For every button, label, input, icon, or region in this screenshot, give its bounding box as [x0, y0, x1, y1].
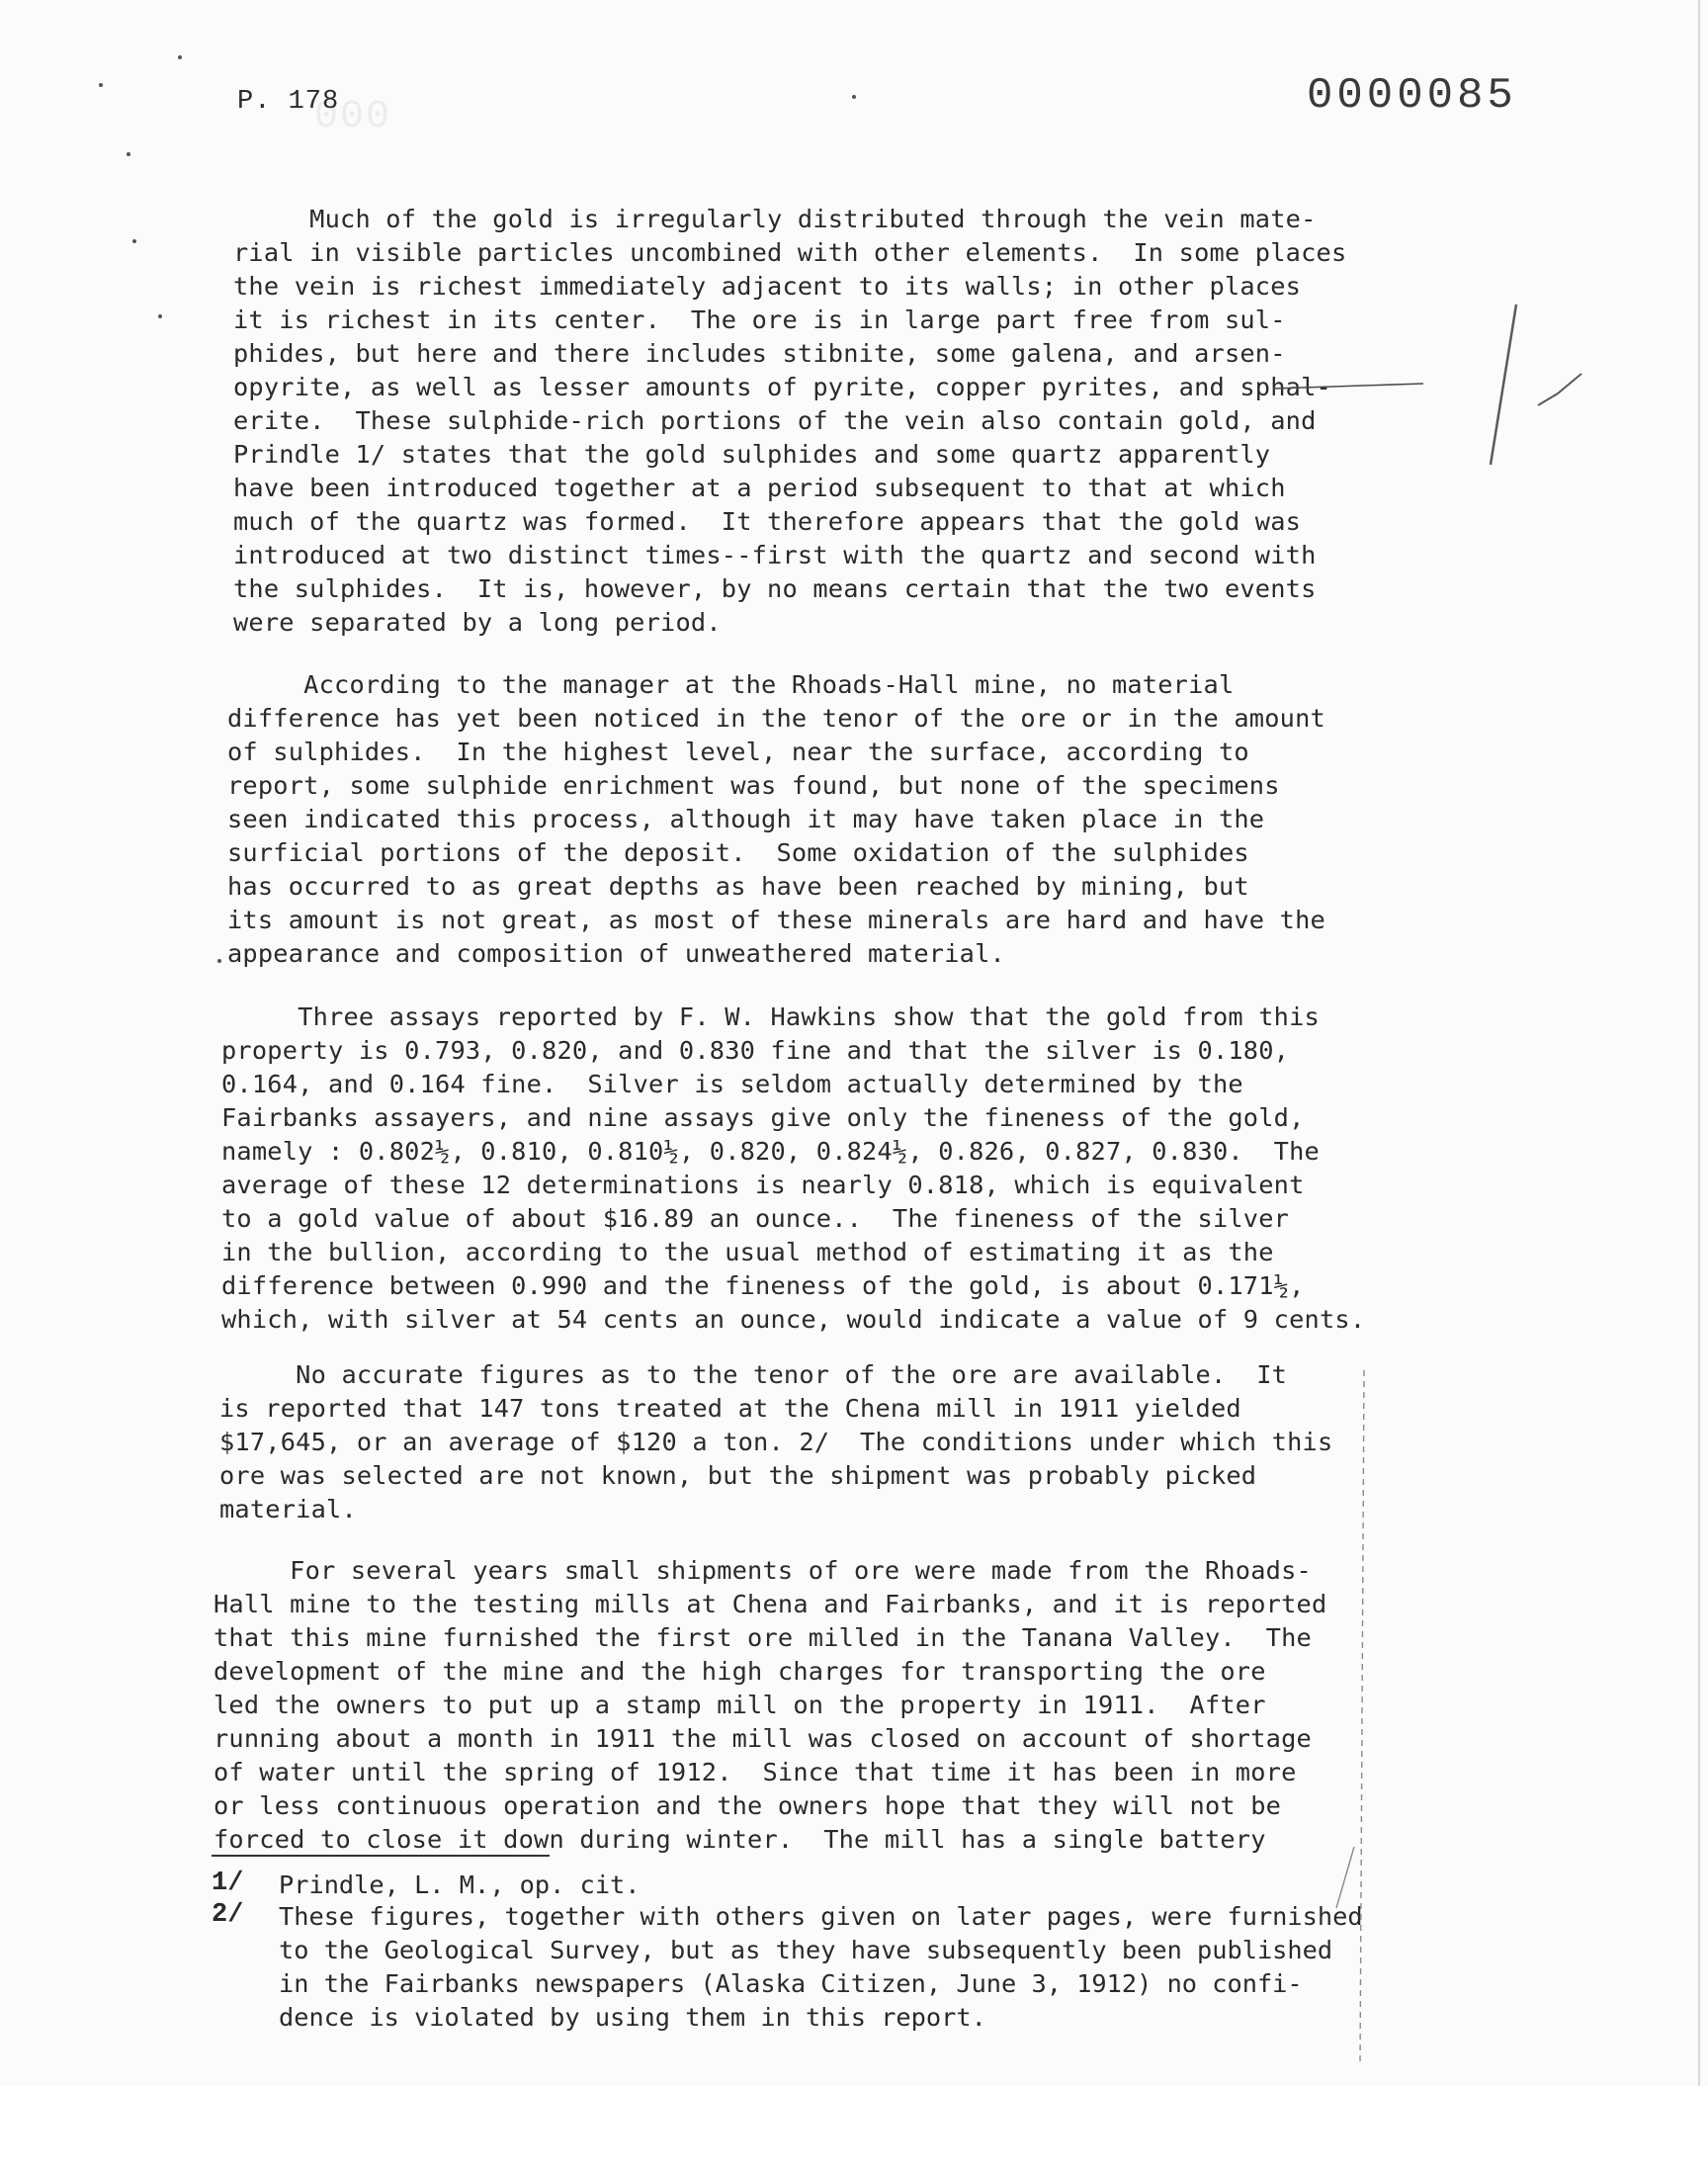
- page-number: P. 178: [237, 87, 340, 117]
- page-edge: [1698, 0, 1700, 2086]
- paragraph-gold-distribution: Much of the gold is irregularly distributed through the vein mate- rial in visible particles uncombined with other elements. In some places the vein is richest immediately adjacent to its walls; in other places it is richest in its center. The ore is in large part free from sul- phides, but here and there includes stibnite, some galena, and arsen- opyrite, as well as lesser amounts of pyrite, copper pyrites, and sphal- erite. These sulphide-rich portions of the vein also contain gold, and Prindle 1/ states that the gold sulphides and some quartz apparently have been introduced together at a period subsequent to that at which much of the quartz was formed. It therefore appears that the gold was introduced at two distinct times--first with the quartz and second with the sulphides. It is, however, by no means certain that the two events were separated by a long period.: [233, 205, 1347, 637]
- footnote-mark: 2/: [212, 1900, 244, 1930]
- margin-pencil-line: [1491, 304, 1516, 465]
- pencil-stroke: [1336, 1847, 1354, 1908]
- scan-speck: [217, 959, 221, 963]
- footnote-text: Prindle, L. M., op. cit.: [279, 1870, 640, 1899]
- document-id-stamp: 0000085: [1307, 71, 1517, 121]
- paragraph-assays: Three assays reported by F. W. Hawkins show that the gold from this property is 0.793, 0.820, and 0.830 fine and that the silver is 0.180, 0.164, and 0.164 fine. Silver is seldom actually determined by the Fairbanks assayers, and nine assays give only the fineness of the gold, namely : 0.802½, 0.810, 0.810½, 0.820, 0.824½, 0.826, 0.827, 0.830. The average of these 12 determinations is nearly 0.818, which is equivalent to a gold value of about $16.89 an ounce.. The fineness of the silver in the bullion, according to the usual method of estimating it as the difference between 0.990 and the fineness of the gold, is about 0.171½, which, with silver at 54 cents an ounce, would indicate a value of 9 cents.: [221, 1002, 1366, 1334]
- paragraph-sulphide-enrichment: According to the manager at the Rhoads-Hall mine, no material difference has yet been noticed in the tenor of the ore or in the amount of sulphides. In the highest level, near the surface, according to report, some sulphide enrichment was found, but none of the specimens seen indicated this process, although it may have taken place in the surficial portions of the deposit. Some oxidation of the sulphides has occurred to as great depths as have been reached by mining, but its amount is not great, as most of these minerals are hard and have the appearance and composition of unweathered material.: [227, 670, 1325, 968]
- scan-speck: [178, 55, 182, 59]
- scan-speck: [158, 314, 162, 318]
- paragraph-ore-tenor: No accurate figures as to the tenor of the ore are available. It is reported that 147 tons treated at the Chena mill in 1911 yielded $17,645, or an average of $120 a ton. 2/ The conditions under which this ore was selected are not known, but the shipment was probably picked material.: [219, 1360, 1333, 1523]
- scan-margin: [0, 2086, 1708, 2175]
- scan-speck: [99, 83, 103, 87]
- vertical-pencil-line: [1360, 1370, 1364, 2066]
- footnote-text: These figures, together with others given on later pages, were furnished to the Geological Survey, but as they have subsequently been published in the Fairbanks newspapers (Alaska Citizen, June 3, 1912) no confi- dence is violated by using them in this report.: [279, 1902, 1363, 2032]
- scan-speck: [852, 95, 856, 99]
- paragraph-shipments-mill: For several years small shipments of ore were made from the Rhoads- Hall mine to the testing mills at Chena and Fairbanks, and it is reported that this mine furnished the first ore milled in the Tanana Valley. The development of the mine and the high charges for transporting the ore led the owners to put up a stamp mill on the property in 1911. After running about a month in 1911 the mill was closed on account of shortage of water until the spring of 1912. Since that time it has been in more or less continuous operation and the owners hope that they will not be forced to close it down during winter. The mill has a single battery: [214, 1556, 1327, 1854]
- underline-annotation: [1273, 384, 1423, 389]
- scan-speck: [127, 152, 130, 156]
- ghost-stamp: 000: [314, 95, 392, 139]
- footnote-mark: 1/: [212, 1869, 244, 1898]
- margin-check-mark: [1538, 374, 1581, 405]
- scan-speck: [132, 239, 136, 243]
